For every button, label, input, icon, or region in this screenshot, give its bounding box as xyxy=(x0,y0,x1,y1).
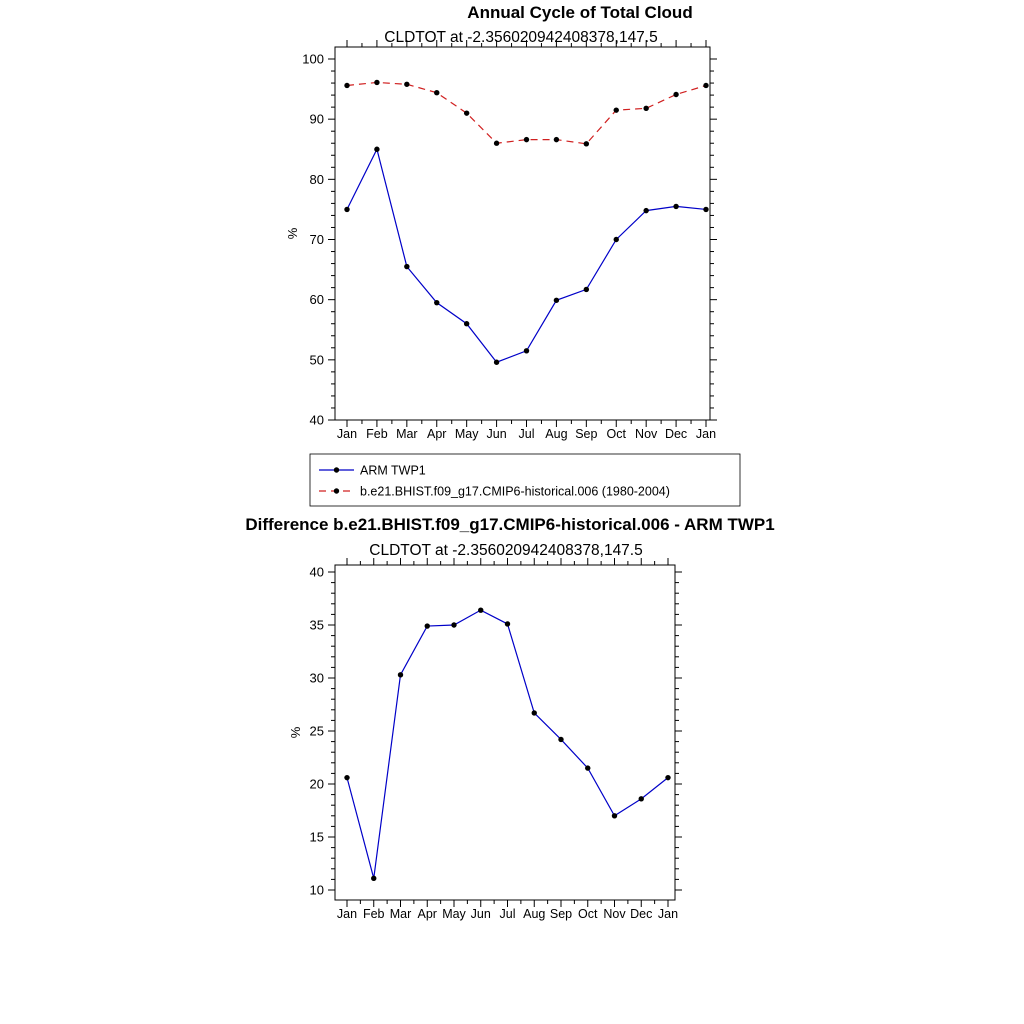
data-point-marker xyxy=(673,204,678,209)
plot-frame xyxy=(335,47,710,420)
data-point-marker xyxy=(524,137,529,142)
legend-marker xyxy=(334,488,339,493)
data-point-marker xyxy=(703,207,708,212)
data-point-marker xyxy=(643,106,648,111)
chart1-subtitle: CLDTOT at -2.356020942408378,147.5 xyxy=(384,29,658,46)
data-point-marker xyxy=(434,90,439,95)
x-tick-label: Jan xyxy=(336,427,358,441)
data-point-marker xyxy=(374,80,379,85)
data-point-marker xyxy=(451,622,456,627)
data-point-marker xyxy=(554,298,559,303)
y-tick-label: 40 xyxy=(309,412,324,428)
data-point-marker xyxy=(643,208,648,213)
data-point-marker xyxy=(434,300,439,305)
x-tick-label: Nov xyxy=(603,907,626,921)
x-tick-label: Dec xyxy=(664,427,688,441)
data-point-marker xyxy=(554,137,559,142)
chart-1 xyxy=(285,40,740,506)
x-tick-label: Sep xyxy=(575,427,598,441)
data-point-marker xyxy=(494,141,499,146)
x-tick-label: Jun xyxy=(470,907,491,921)
data-point-marker xyxy=(639,796,644,801)
legend-label: ARM TWP1 xyxy=(360,463,426,478)
data-point-marker xyxy=(464,321,469,326)
y-tick-label: 90 xyxy=(309,111,324,127)
y-tick-label: 50 xyxy=(309,352,324,368)
x-tick-label: Aug xyxy=(523,907,546,921)
data-point-marker xyxy=(344,83,349,88)
data-point-marker xyxy=(371,876,376,881)
data-point-marker xyxy=(665,775,670,780)
x-tick-label: Feb xyxy=(362,907,385,921)
x-tick-label: Oct xyxy=(606,427,626,441)
x-tick-label: Jun xyxy=(486,427,507,441)
plot-frame xyxy=(335,565,675,900)
y-tick-label: 10 xyxy=(309,882,324,898)
y-tick-label: 60 xyxy=(309,292,324,308)
legend-marker xyxy=(334,467,339,472)
y-tick-label: 20 xyxy=(309,776,324,792)
data-point-marker xyxy=(673,92,678,97)
x-tick-label: May xyxy=(442,907,466,921)
data-point-marker xyxy=(532,710,537,715)
chart1-title: Annual Cycle of Total Cloud xyxy=(467,3,693,22)
series-line-1 xyxy=(347,149,706,362)
y-tick-label: 100 xyxy=(302,51,324,67)
data-point-marker xyxy=(494,360,499,365)
data-point-marker xyxy=(612,813,617,818)
data-point-marker xyxy=(614,237,619,242)
data-point-marker xyxy=(584,141,589,146)
x-tick-label: Mar xyxy=(389,907,412,921)
data-point-marker xyxy=(374,147,379,152)
chart-2 xyxy=(288,558,682,921)
y-tick-label: 70 xyxy=(309,232,324,247)
y-tick-label: 35 xyxy=(309,617,324,633)
data-point-marker xyxy=(344,775,349,780)
y-tick-label: 40 xyxy=(309,564,324,580)
y-tick-label: 80 xyxy=(309,171,324,187)
x-tick-label: Jan xyxy=(336,907,358,921)
y-tick-label: 25 xyxy=(309,723,324,739)
series-line-2 xyxy=(347,82,706,143)
x-tick-label: Mar xyxy=(396,427,418,441)
x-tick-label: Nov xyxy=(635,427,658,441)
x-tick-label: Feb xyxy=(366,427,388,441)
y-axis-label: % xyxy=(288,726,303,739)
x-tick-label: Dec xyxy=(630,907,653,921)
y-tick-label: 30 xyxy=(309,670,324,686)
data-point-marker xyxy=(585,765,590,770)
chart2-subtitle: CLDTOT at -2.356020942408378,147.5 xyxy=(369,542,643,559)
data-point-marker xyxy=(703,83,708,88)
x-tick-label: Oct xyxy=(578,907,598,921)
x-tick-label: Aug xyxy=(545,427,568,441)
series-line-1 xyxy=(347,610,668,878)
data-point-marker xyxy=(425,623,430,628)
legend-label: b.e21.BHIST.f09_g17.CMIP6-historical.006 (1980-2004) xyxy=(360,484,670,499)
data-point-marker xyxy=(464,110,469,115)
data-point-marker xyxy=(478,607,483,612)
y-axis-label: % xyxy=(285,227,300,240)
data-point-marker xyxy=(398,672,403,677)
x-tick-label: Apr xyxy=(427,427,447,441)
data-point-marker xyxy=(505,621,510,626)
x-tick-label: Jul xyxy=(518,427,535,441)
data-point-marker xyxy=(584,287,589,292)
chart2-title: Difference b.e21.BHIST.f09_g17.CMIP6-historical.006 - ARM TWP1 xyxy=(245,515,775,534)
data-point-marker xyxy=(614,107,619,112)
x-tick-label: Jul xyxy=(499,907,516,921)
x-tick-label: May xyxy=(454,427,479,441)
data-point-marker xyxy=(558,737,563,742)
x-tick-label: Jan xyxy=(695,427,717,441)
x-tick-label: Jan xyxy=(657,907,679,921)
data-point-marker xyxy=(524,348,529,353)
data-point-marker xyxy=(344,207,349,212)
y-tick-label: 15 xyxy=(309,829,324,845)
data-point-marker xyxy=(404,264,409,269)
x-tick-label: Sep xyxy=(549,907,573,921)
x-tick-label: Apr xyxy=(417,907,437,921)
data-point-marker xyxy=(404,82,409,87)
